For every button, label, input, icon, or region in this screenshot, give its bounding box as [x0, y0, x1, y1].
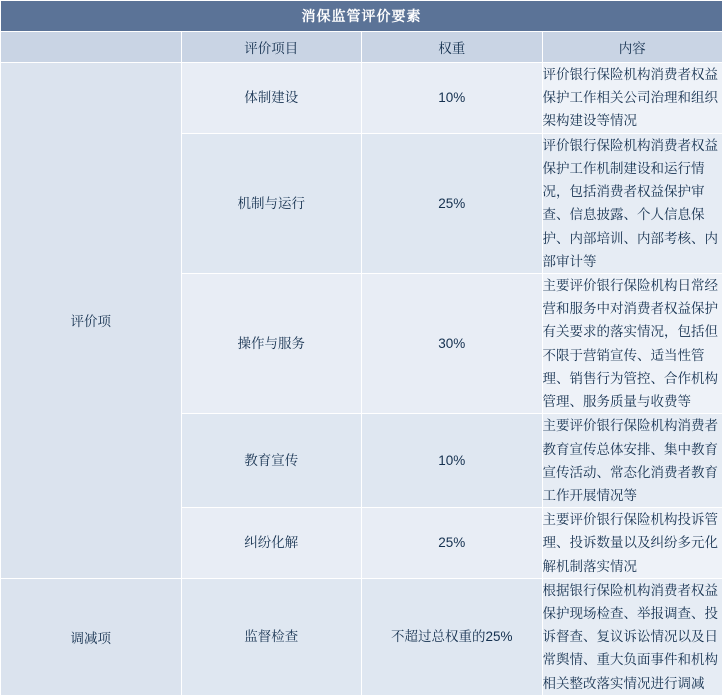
item-name: 监督检查 [181, 578, 362, 695]
table-row [1, 578, 723, 695]
header-item: 评价项目 [181, 32, 362, 63]
header-group [1, 32, 182, 63]
item-content: 评价银行保险机构消费者权益保护工作相关公司治理和组织架构建设等情况 [542, 63, 723, 134]
item-weight: 25% [362, 508, 543, 579]
page-title: 消保监管评价要素 [1, 1, 723, 32]
item-weight: 30% [362, 273, 543, 413]
item-name: 机制与运行 [181, 133, 362, 273]
table-row [1, 63, 723, 134]
table-header-row [1, 32, 723, 63]
item-weight: 10% [362, 414, 543, 508]
item-content: 主要评价银行保险机构投诉管理、投诉数量以及纠纷多元化解机制落实情况 [542, 508, 723, 579]
group-label-evaluation: 评价项 [1, 63, 182, 579]
header-content: 内容 [542, 32, 723, 63]
item-name: 体制建设 [181, 63, 362, 134]
item-weight: 不超过总权重的25% [362, 578, 543, 695]
item-weight: 25% [362, 133, 543, 273]
group-label-deduction: 调减项 [1, 578, 182, 695]
item-name: 教育宣传 [181, 414, 362, 508]
item-weight: 10% [362, 63, 543, 134]
item-content: 根据银行保险机构消费者权益保护现场检查、举报调查、投诉督查、复议诉讼情况以及日常舆情、重大负面事件和机构相关整改落实情况进行调减 [542, 578, 723, 695]
table-title-row [1, 1, 723, 32]
item-name: 操作与服务 [181, 273, 362, 413]
item-content: 主要评价银行保险机构消费者教育宣传总体安排、集中教育宣传活动、常态化消费者教育工作开展情况等 [542, 414, 723, 508]
header-weight: 权重 [362, 32, 543, 63]
item-content: 评价银行保险机构消费者权益保护工作机制建设和运行情况，包括消费者权益保护审查、信息披露、个人信息保护、内部培训、内部考核、内部审计等 [542, 133, 723, 273]
item-content: 主要评价银行保险机构日常经营和服务中对消费者权益保护有关要求的落实情况，包括但不限于营销宣传、适当性管理、销售行为管控、合作机构管理、服务质量与收费等 [542, 273, 723, 413]
item-name: 纠纷化解 [181, 508, 362, 579]
